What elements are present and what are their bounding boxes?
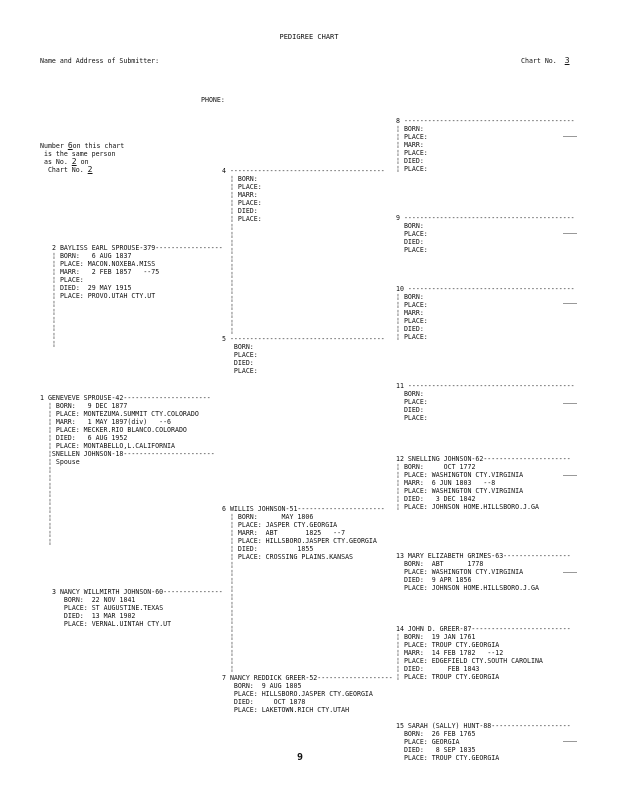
connector: ¦ xyxy=(222,255,234,263)
person-1-died: ¦ DIED: 6 AUG 1952 xyxy=(40,434,128,442)
person-8-born: ¦ BORN: xyxy=(396,125,424,133)
person-14-name-line: 14 JOHN D. GREER-87------------------------- xyxy=(396,625,571,633)
connector: ¦ xyxy=(222,609,234,617)
person-10-name-line: 10 ------------------------------------------ xyxy=(396,285,575,293)
person-8-died: ¦ DIED: xyxy=(396,157,424,165)
person-10-marr: ¦ MARR: xyxy=(396,309,424,317)
person-11-place: PLACE: xyxy=(403,398,428,406)
note-number: 2 xyxy=(87,165,93,174)
chart-title: PEDIGREE CHART xyxy=(279,33,339,41)
connector: ¦ xyxy=(40,466,52,474)
connector: ¦ xyxy=(40,514,52,522)
person-1-name-line: 1 GENEVEVE SPROUSE-42---------------------- xyxy=(40,394,211,402)
person-4-place: ¦ PLACE: xyxy=(222,199,262,207)
person-12-place: ¦ PLACE: WASHINGTON CTY.VIRGINIA xyxy=(396,471,524,479)
person-2-place: ¦ PLACE: MACON.NOXEBA.MISS xyxy=(52,260,156,268)
connector: ¦ xyxy=(222,295,234,303)
connector: ¦ xyxy=(222,625,234,633)
submitter-label: Name and Address of Submitter: xyxy=(40,57,160,65)
person-5-place: PLACE: xyxy=(233,367,258,375)
person-1-born: ¦ BORN: 9 DEC 1877 xyxy=(40,402,128,410)
person-14-born: ¦ BORN: 19 JAN 1761 xyxy=(396,633,476,641)
connector: ¦ xyxy=(222,665,234,673)
note-text: on this chart xyxy=(72,142,125,150)
person-1 xyxy=(40,394,215,546)
person-4-name-line: 4 --------------------------------------- xyxy=(222,167,385,175)
person-2-marr: ¦ MARR: 2 FEB 1857 --75 xyxy=(52,268,160,276)
connector: ¦ xyxy=(222,287,234,295)
person-9-place: PLACE: xyxy=(403,246,428,254)
connector: ¦ xyxy=(222,649,234,657)
scan-mark xyxy=(563,136,577,137)
note-line-2 xyxy=(40,150,124,158)
connector: ¦ xyxy=(40,482,52,490)
chart-number-value: 3 xyxy=(564,56,570,65)
person-13-name-line: 13 MARY ELIZABETH GRIMES-63----------------- xyxy=(396,552,571,560)
person-13-born: BORN: ABT 1778 xyxy=(403,560,484,568)
person-12 xyxy=(396,455,571,511)
connector: ¦ xyxy=(40,474,52,482)
person-6-place: ¦ PLACE: JASPER CTY.GEORGIA xyxy=(222,521,338,529)
person-7-born: BORN: 9 AUG 1805 xyxy=(233,682,302,690)
person-1-place: ¦ PLACE: MONTABELLO,L.CALIFORNIA xyxy=(40,442,175,450)
person-10-place: ¦ PLACE: xyxy=(396,317,428,325)
same-person-note xyxy=(40,142,124,174)
person-7-name-line: 7 NANCY REDDICK GREER-52------------------- xyxy=(222,674,393,682)
person-6-place: ¦ PLACE: HILLSBORO.JASPER CTY.GEORGIA xyxy=(222,537,377,545)
connector: ¦ xyxy=(40,490,52,498)
person-6-place: ¦ PLACE: CROSSING PLAINS.KANSAS xyxy=(222,553,354,561)
person-13 xyxy=(396,552,571,592)
person-3 xyxy=(52,588,223,628)
connector: ¦ xyxy=(222,327,234,335)
connector: ¦ xyxy=(222,561,234,569)
person-15-died: DIED: 8 SEP 1835 xyxy=(403,746,476,754)
chart-number-label: Chart No. xyxy=(521,57,557,65)
person-9-place: PLACE: xyxy=(403,230,428,238)
person-12-born: ¦ BORN: OCT 1772 xyxy=(396,463,476,471)
person-10-born: ¦ BORN: xyxy=(396,293,424,301)
person-6-name-line: 6 WILLIS JOHNSON-51---------------------- xyxy=(222,505,385,513)
person-11 xyxy=(396,382,575,422)
person-5-died: DIED: xyxy=(233,359,254,367)
connector: ¦ xyxy=(222,279,234,287)
phone-label: PHONE: xyxy=(201,96,225,104)
person-7-place: PLACE: HILLSBORO.JASPER CTY.GEORGIA xyxy=(233,690,373,698)
connector: ¦ xyxy=(222,263,234,271)
person-14-place: ¦ PLACE: EDGEFIELD CTY.SOUTH CAROLINA xyxy=(396,657,543,665)
scan-mark xyxy=(563,475,577,476)
person-4 xyxy=(222,167,385,335)
connector: ¦ xyxy=(40,538,52,546)
connector: ¦ xyxy=(222,633,234,641)
person-14 xyxy=(396,625,571,681)
note-text: as No. xyxy=(43,158,68,166)
connector: ¦ xyxy=(222,239,234,247)
note-line-4 xyxy=(40,166,124,174)
person-2-name-line: 2 BAYLISS EARL SPROUSE-379----------------- xyxy=(52,244,223,252)
person-5-place: PLACE: xyxy=(233,351,258,359)
scan-mark xyxy=(563,233,577,234)
person-2-place: ¦ PLACE: xyxy=(52,276,84,284)
connector: ¦ xyxy=(222,601,234,609)
connector: ¦ xyxy=(222,231,234,239)
person-3-died: DIED: 13 MAR 1902 xyxy=(63,612,136,620)
connector: ¦ xyxy=(52,300,56,308)
connector: ¦ xyxy=(222,657,234,665)
person-11-died: DIED: xyxy=(403,406,424,414)
person-9-name-line: 9 ------------------------------------------- xyxy=(396,214,575,222)
person-4-place: ¦ PLACE: xyxy=(222,183,262,191)
person-5-name-line: 5 --------------------------------------- xyxy=(222,335,385,343)
scan-mark xyxy=(563,741,577,742)
person-8-place: ¦ PLACE: xyxy=(396,133,428,141)
person-7-died: DIED: OCT 1878 xyxy=(233,698,306,706)
person-3-place: PLACE: ST AUGUSTINE.TEXAS xyxy=(63,604,164,612)
person-8 xyxy=(396,117,575,173)
person-4-born: ¦ BORN: xyxy=(222,175,258,183)
connector: ¦ xyxy=(52,324,56,332)
person-9 xyxy=(396,214,575,254)
connector: ¦ xyxy=(40,530,52,538)
person-1-place: ¦ PLACE: MECKER.RIO BLANCO.COLORADO xyxy=(40,426,187,434)
person-13-place: PLACE: WASHINGTON CTY.VIRGINIA xyxy=(403,568,524,576)
person-12-place: ¦ PLACE: JOHNSON HOME.HILLSBORO.J.GA xyxy=(396,503,539,511)
person-14-died: ¦ DIED: FEB 1843 xyxy=(396,665,480,673)
person-4-place: ¦ PLACE: xyxy=(222,215,262,223)
connector: ¦ xyxy=(222,585,234,593)
connector: ¦ xyxy=(222,617,234,625)
connector: ¦ xyxy=(222,569,234,577)
connector: ¦ xyxy=(222,641,234,649)
person-10 xyxy=(396,285,575,341)
spouse-name-line: ¦SNELLEN JOHNSON-18----------------------- xyxy=(40,450,215,458)
person-3-place: PLACE: VERNAL.UINTAH CTY.UT xyxy=(63,620,172,628)
connector: ¦ xyxy=(52,308,56,316)
connector: ¦ xyxy=(222,577,234,585)
note-text: Chart No. xyxy=(47,166,84,174)
person-3-name-line: 3 NANCY WILLMIRTH JOHNSON-60--------------- xyxy=(52,588,223,596)
person-14-marr: ¦ MARR: 14 FEB 1782 --12 xyxy=(396,649,504,657)
person-6 xyxy=(222,505,385,673)
person-10-place: ¦ PLACE: xyxy=(396,301,428,309)
person-15-born: BORN: 26 FEB 1765 xyxy=(403,730,476,738)
person-7-place: PLACE: LAKETOWN.RICH CTY.UTAH xyxy=(233,706,350,714)
person-12-marr: ¦ MARR: 6 JUN 1803 --8 xyxy=(396,479,496,487)
note-number: 6 xyxy=(67,141,73,150)
connector: ¦ xyxy=(52,316,56,324)
connector: ¦ xyxy=(222,247,234,255)
connector: ¦ xyxy=(52,332,56,340)
chart-number xyxy=(521,57,570,65)
person-8-name-line: 8 ------------------------------------------- xyxy=(396,117,575,125)
connector: ¦ xyxy=(40,522,52,530)
person-1-marr: ¦ MARR: 1 MAY 1897(div) --6 xyxy=(40,418,172,426)
person-12-died: ¦ DIED: 3 DEC 1842 xyxy=(396,495,476,503)
connector: ¦ xyxy=(40,506,52,514)
person-15-place: PLACE: GEORGIA xyxy=(403,738,460,746)
connector: ¦ xyxy=(222,223,234,231)
connector: ¦ xyxy=(52,340,56,348)
person-1-place: ¦ PLACE: MONTEZUMA.SUMMIT CTY.COLORADO xyxy=(40,410,199,418)
page-number: 9 xyxy=(296,752,304,763)
scan-mark xyxy=(563,572,577,573)
person-12-place: ¦ PLACE: WASHINGTON CTY.VIRGINIA xyxy=(396,487,524,495)
connector: ¦ xyxy=(222,271,234,279)
person-7 xyxy=(222,674,393,714)
note-line-1 xyxy=(40,142,124,150)
person-15-place: PLACE: TROUP CTY.GEORGIA xyxy=(403,754,500,762)
person-11-name-line: 11 ------------------------------------------ xyxy=(396,382,575,390)
person-6-died: ¦ DIED: 1855 xyxy=(222,545,314,553)
person-10-place: ¦ PLACE: xyxy=(396,333,428,341)
connector: ¦ xyxy=(222,319,234,327)
person-8-place: ¦ PLACE: xyxy=(396,165,428,173)
person-11-born: BORN: xyxy=(403,390,424,398)
note-number: 2 xyxy=(71,157,77,166)
person-13-place: PLACE: JOHNSON HOME.HILLSBORO.J.GA xyxy=(403,584,539,592)
person-12-name-line: 12 SNELLING JOHNSON-62---------------------- xyxy=(396,455,571,463)
person-4-marr: ¦ MARR: xyxy=(222,191,258,199)
note-text: Number xyxy=(40,142,64,150)
person-8-marr: ¦ MARR: xyxy=(396,141,424,149)
person-14-place: ¦ PLACE: TROUP CTY.GEORGIA xyxy=(396,673,500,681)
person-13-died: DIED: 9 APR 1856 xyxy=(403,576,472,584)
connector: ¦ xyxy=(222,593,234,601)
person-5 xyxy=(222,335,385,375)
person-6-born: ¦ BORN: MAY 1806 xyxy=(222,513,314,521)
note-text: is the same person xyxy=(43,150,116,158)
person-6-marr: ¦ MARR: ABT 1825 --7 xyxy=(222,529,346,537)
person-2-born: ¦ BORN: 6 AUG 1837 xyxy=(52,252,132,260)
person-3-born: BORN: 22 NOV 1841 xyxy=(63,596,136,604)
note-text: on xyxy=(80,158,89,166)
person-4-died: ¦ DIED: xyxy=(222,207,258,215)
connector: ¦ xyxy=(40,498,52,506)
scan-mark xyxy=(563,303,577,304)
person-15-name-line: 15 SARAH (SALLY) HUNT-88-------------------- xyxy=(396,722,571,730)
person-9-born: BORN: xyxy=(403,222,424,230)
scan-mark xyxy=(563,403,577,404)
person-11-place: PLACE: xyxy=(403,414,428,422)
note-line-3 xyxy=(40,158,124,166)
spouse-label: ¦ Spouse xyxy=(40,458,80,466)
person-2-place: ¦ PLACE: PROVO.UTAH CTY.UT xyxy=(52,292,156,300)
person-2 xyxy=(52,244,223,348)
person-2-died: ¦ DIED: 29 MAY 1915 xyxy=(52,284,132,292)
connector: ¦ xyxy=(222,311,234,319)
person-9-died: DIED: xyxy=(403,238,424,246)
person-8-place: ¦ PLACE: xyxy=(396,149,428,157)
person-10-died: ¦ DIED: xyxy=(396,325,424,333)
person-14-place: ¦ PLACE: TROUP CTY.GEORGIA xyxy=(396,641,500,649)
person-5-born: BORN: xyxy=(233,343,254,351)
connector: ¦ xyxy=(222,303,234,311)
